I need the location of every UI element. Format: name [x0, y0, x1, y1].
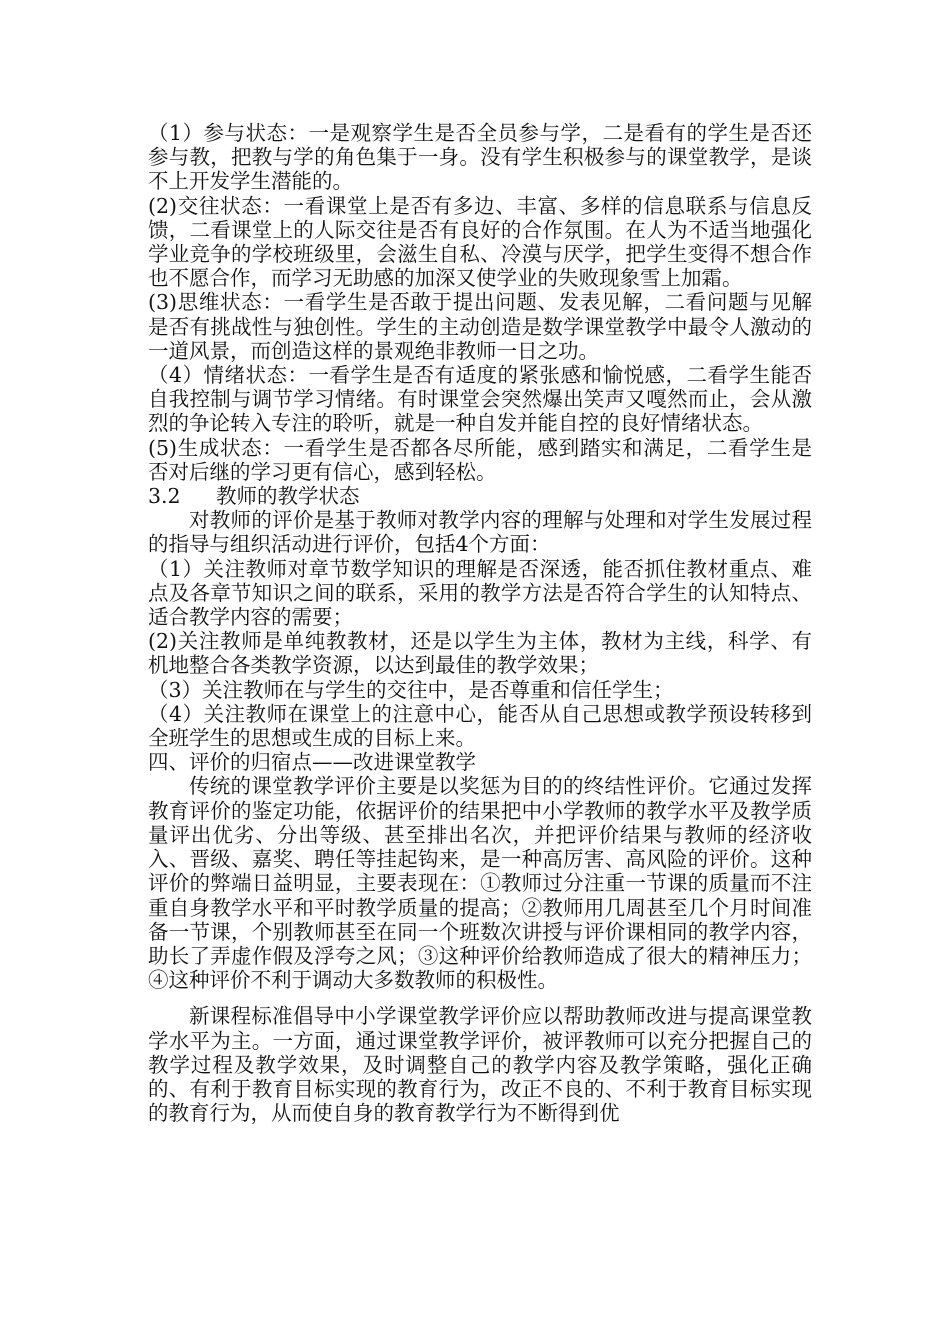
paragraph-thinking-state: (3)思维状态：一看学生是否敢于提出问题、发表见解，二看问题与见解是否有挑战性与独创性。学生的主动创造是数学课堂教学中最令人激动的一道风景，而创造这样的景观绝非教师一日之功。: [148, 290, 812, 363]
paragraph-emotion-state: （4）情绪状态：一看学生是否有适度的紧张感和愉悦感，二看学生能否自我控制与调节学习情绪。有时课堂会突然爆出笑声又嘎然而止，会从激烈的争论转入专注的聆听，就是一种自发并能自控的良好情绪状态。: [148, 363, 812, 436]
paragraph-generation-state: (5)生成状态：一看学生是否都各尽所能，感到踏实和满足，二看学生是否对后继的学习更有信心，感到轻松。: [148, 435, 812, 484]
list-item-teacher-4: （4）关注教师在课堂上的注意中心，能否从自己思想或教学预设转移到全班学生的思想或生成的目标上来。: [148, 701, 812, 751]
paragraph-interaction-state: (2)交往状态：一看课堂上是否有多边、丰富、多样的信息联系与信息反馈，二看课堂上的人际交往是否有良好的合作氛围。在人为不适当地强化学业竞争的学校班级里，会滋生自私、冷漠与厌学，把学生变得不想合作也不愿合作，而学习无助感的加深又使学业的失败现象雪上加霜。: [148, 193, 812, 291]
paragraph-traditional-evaluation: 传统的课堂教学评价主要是以奖惩为目的的终结性评价。它通过发挥教育评价的鉴定功能，依据评价的结果把中小学教师的教学水平及教学质量评出优劣、分出等级、甚至排出名次，并把评价结果与教师的经济收入、晋级、嘉奖、聘任等挂起钩来，是一种高厉害、高风险的评价。这种评价的弊端日益明显，主要表现在：①教师过分注重一节课的质量而不注重自身教学水平和平时教学质量的提高；②教师用几周甚至几个月时间准备一节课，个别教师甚至在同一个班数次讲授与评价课相同的教学内容，助长了弄虚作假及浮夸之风；③这种评价给教师造成了很大的精神压力；④这种评价不利于调动大多数教师的积极性。: [148, 774, 812, 993]
document-page: [148, 121, 812, 1125]
section-heading-4: 四、评价的归宿点——改进课堂教学: [148, 750, 476, 775]
paragraph-participation-state: （1）参与状态：一是观察学生是否全员参与学，二是看有的学生是否还参与教，把教与学的角色集于一身。没有学生积极参与的课堂教学，是谈不上开发学生潜能的。: [148, 121, 812, 194]
section-title: 教师的教学状态: [216, 484, 360, 509]
section-heading-3-2: [148, 484, 812, 508]
list-item-teacher-3: （3）关注教师在与学生的交往中，是否尊重和信任学生；: [148, 677, 674, 702]
paragraph-new-curriculum: 新课程标准倡导中小学课堂教学评价应以帮助教师改进与提高课堂教学水平为主。一方面，通过课堂教学评价，被评教师可以充分把握自己的教学过程及教学效果，及时调整自己的教学内容及教学策略，强化正确的、有利于教育目标实现的教育行为，改正不良的、不利于教育目标实现的教育行为，从而使自身的教育教学行为不断得到优: [148, 1004, 812, 1126]
list-item-teacher-1: （1）关注教师对章节数学知识的理解是否深透，能否抓住教材重点、难点及各章节知识之间的联系，采用的教学方法是否符合学生的认知特点、适合教学内容的需要；: [148, 556, 812, 630]
paragraph-teacher-evaluation-intro: 对教师的评价是基于教师对教学内容的理解与处理和对学生发展过程的指导与组织活动进行评价，包括4个方面：: [148, 508, 812, 557]
section-number: 3.2: [148, 484, 181, 509]
list-item-teacher-2: (2)关注教师是单纯教教材，还是以学生为主体，教材为主线，科学、有机地整合各类教学资源，以达到最佳的教学效果；: [148, 629, 812, 678]
